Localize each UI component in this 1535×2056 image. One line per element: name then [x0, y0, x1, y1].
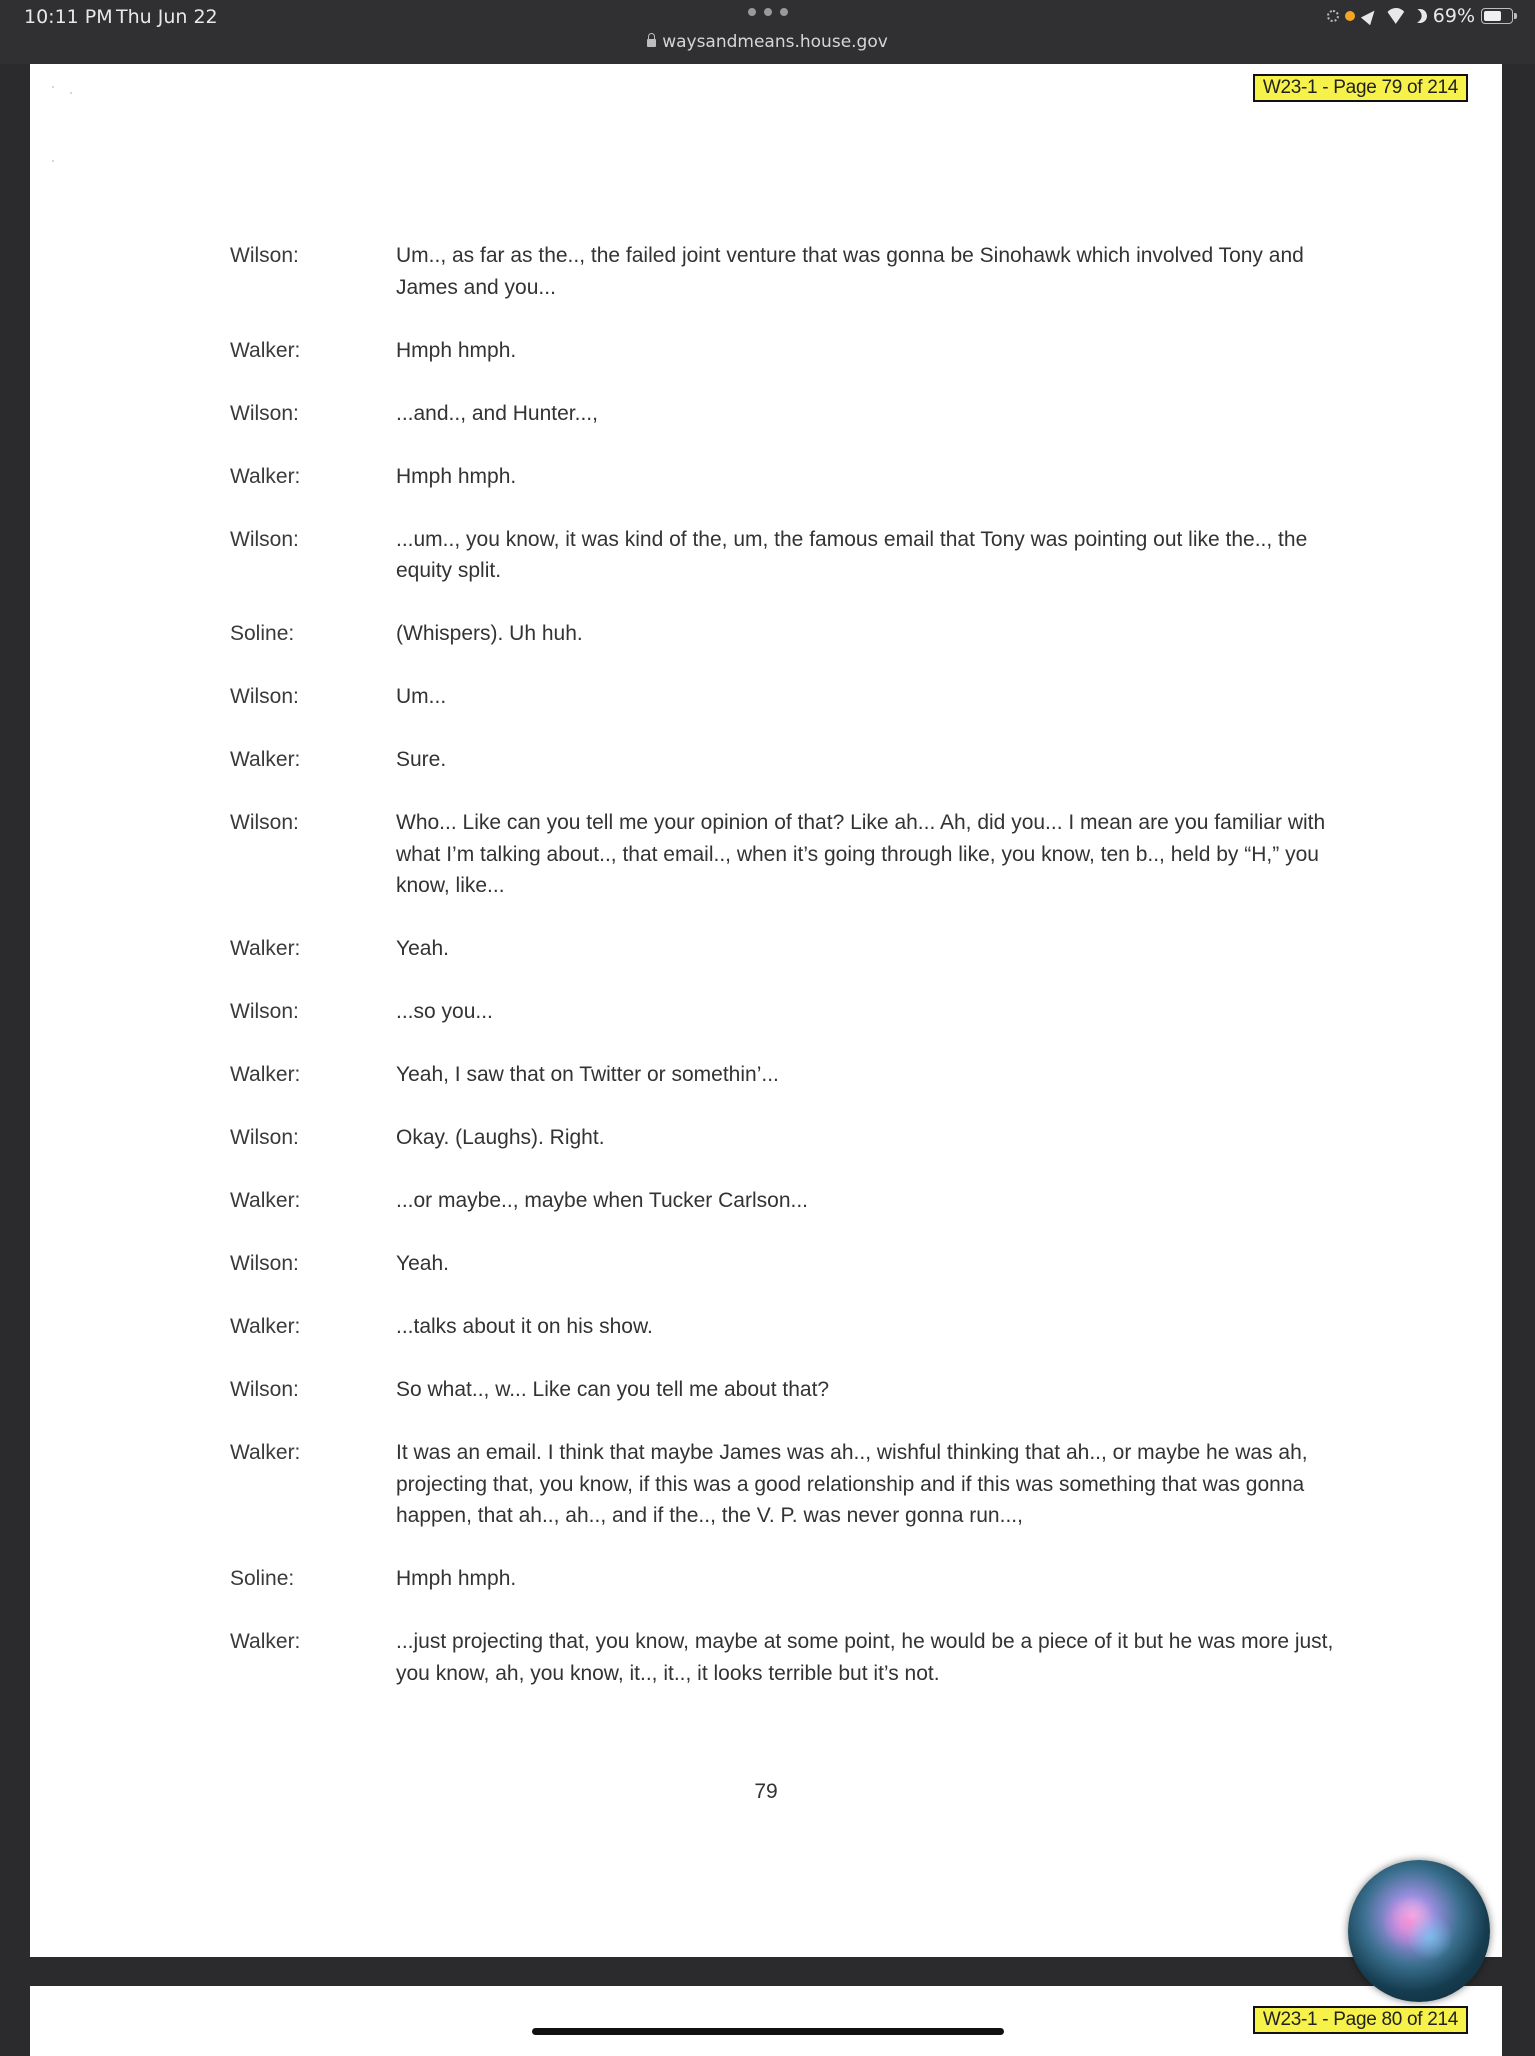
- next-page-tag: W23-1 - Page 80 of 214: [1253, 2006, 1468, 2034]
- url-text: waysandmeans.house.gov: [662, 32, 888, 52]
- speaker-name: Wilson:: [230, 685, 299, 708]
- transcript-line: [230, 618, 1350, 650]
- speaker-name: Soline:: [230, 622, 295, 645]
- transcript-line: [230, 1248, 1350, 1280]
- next-document-page: [30, 1986, 1502, 2056]
- transcript-line: [230, 681, 1350, 713]
- battery-percent: 69%: [1432, 5, 1475, 27]
- status-date: Thu Jun 22: [116, 6, 218, 28]
- transcript-line: [230, 1122, 1350, 1154]
- speaker-name: Wilson:: [230, 1252, 299, 1275]
- transcript-line: [230, 461, 1350, 493]
- utterance-text: So what.., w... Like can you tell me about that?: [396, 1378, 830, 1401]
- transcript-line: [230, 1626, 1350, 1689]
- utterance-text: Hmph hmph.: [396, 1567, 517, 1590]
- utterance-text: Who... Like can you tell me your opinion of that? Like ah... Ah, did you... I mean are you familiar with what I’m talking about.., that email.., when it’s going through like, you know, ten b.., held by “H,” you know, like...: [396, 811, 1326, 897]
- battery-icon: [1481, 8, 1513, 24]
- status-time: 10:11 PM: [24, 6, 113, 28]
- transcript-line: [230, 398, 1350, 430]
- transcript-line: [230, 1563, 1350, 1595]
- utterance-text: ...and.., and Hunter...,: [396, 401, 598, 425]
- transcript-line: [230, 1374, 1350, 1406]
- speaker-name: Walker:: [230, 937, 301, 960]
- speaker-name: Walker:: [230, 1315, 301, 1338]
- more-options-icon[interactable]: [748, 8, 788, 18]
- utterance-text: Yeah, I saw that on Twitter or somethin’...: [396, 1063, 779, 1086]
- microphone-indicator-icon: [1345, 11, 1355, 21]
- status-bar: [0, 0, 1535, 64]
- wifi-icon: [1385, 8, 1407, 24]
- speaker-name: Walker:: [230, 1630, 301, 1653]
- speaker-name: Wilson:: [230, 811, 299, 834]
- speaker-name: Wilson:: [230, 1378, 299, 1401]
- scan-speck: [52, 86, 54, 88]
- speaker-name: Walker:: [230, 1063, 301, 1086]
- address-bar[interactable]: [0, 32, 1535, 52]
- utterance-text: Yeah.: [396, 937, 449, 960]
- transcript-line: [230, 335, 1350, 367]
- transcript-line: [230, 996, 1350, 1028]
- battery-fill: [1484, 11, 1501, 21]
- page-tag: W23-1 - Page 79 of 214: [1253, 74, 1468, 102]
- utterance-text: It was an email. I think that maybe James was ah.., wishful thinking that ah.., or maybe he was ah, projecting that, you know, if this was a good relationship and if this was something that was gonna happen, that ah.., ah.., and if the.., the V. P. was never gonna run...,: [396, 1441, 1308, 1527]
- transcript-line: [230, 1311, 1350, 1343]
- location-icon: [1361, 7, 1379, 25]
- transcript-line: [230, 1185, 1350, 1217]
- transcript-line: [230, 1059, 1350, 1091]
- scan-speck: [70, 92, 72, 94]
- utterance-text: ...talks about it on his show.: [396, 1315, 653, 1338]
- utterance-text: ...or maybe.., maybe when Tucker Carlson...: [396, 1189, 809, 1212]
- transcript-line: [230, 240, 1350, 303]
- transcript-line: [230, 807, 1350, 902]
- utterance-text: Sure.: [396, 748, 447, 771]
- utterance-text: Um...: [396, 685, 447, 708]
- transcript-line: [230, 1437, 1350, 1532]
- utterance-text: ...just projecting that, you know, maybe at some point, he would be a piece of it but he was more just, you know, ah, you know, it.., it.., it looks terrible but it’s not.: [396, 1630, 1334, 1685]
- speaker-name: Wilson:: [230, 527, 299, 551]
- home-indicator[interactable]: [532, 2028, 1004, 2035]
- utterance-text: (Whispers). Uh huh.: [396, 622, 583, 645]
- status-icons: [1327, 5, 1513, 27]
- lock-icon: [647, 39, 656, 47]
- transcript-line: [230, 933, 1350, 965]
- speaker-name: Walker:: [230, 338, 301, 362]
- moon-icon: [1411, 7, 1429, 25]
- utterance-text: Um.., as far as the.., the failed joint venture that was gonna be Sinohawk which involved Tony and James and you...: [396, 244, 1304, 299]
- siri-icon[interactable]: [1348, 1860, 1490, 2002]
- page-number: 79: [754, 1780, 778, 1803]
- speaker-name: Wilson:: [230, 401, 299, 425]
- activity-icon: [1327, 10, 1339, 22]
- utterance-text: Hmph hmph.: [396, 338, 517, 362]
- speaker-name: Walker:: [230, 748, 301, 771]
- speaker-name: Wilson:: [230, 244, 299, 267]
- speaker-name: Wilson:: [230, 1126, 299, 1149]
- transcript-line: [230, 524, 1350, 587]
- speaker-name: Walker:: [230, 1189, 301, 1212]
- speaker-name: Walker:: [230, 464, 301, 488]
- utterance-text: Hmph hmph.: [396, 464, 517, 488]
- speaker-name: Soline:: [230, 1567, 295, 1590]
- utterance-text: ...so you...: [396, 1000, 493, 1023]
- utterance-text: Okay. (Laughs). Right.: [396, 1126, 605, 1149]
- speaker-name: Wilson:: [230, 1000, 299, 1023]
- scan-speck: [52, 160, 54, 162]
- utterance-text: ...um.., you know, it was kind of the, um, the famous email that Tony was pointing out like the.., the equity split.: [396, 527, 1308, 582]
- document-page: [30, 64, 1502, 1957]
- utterance-text: Yeah.: [396, 1252, 449, 1275]
- transcript: [230, 240, 1350, 1721]
- speaker-name: Walker:: [230, 1441, 301, 1464]
- transcript-line: [230, 744, 1350, 776]
